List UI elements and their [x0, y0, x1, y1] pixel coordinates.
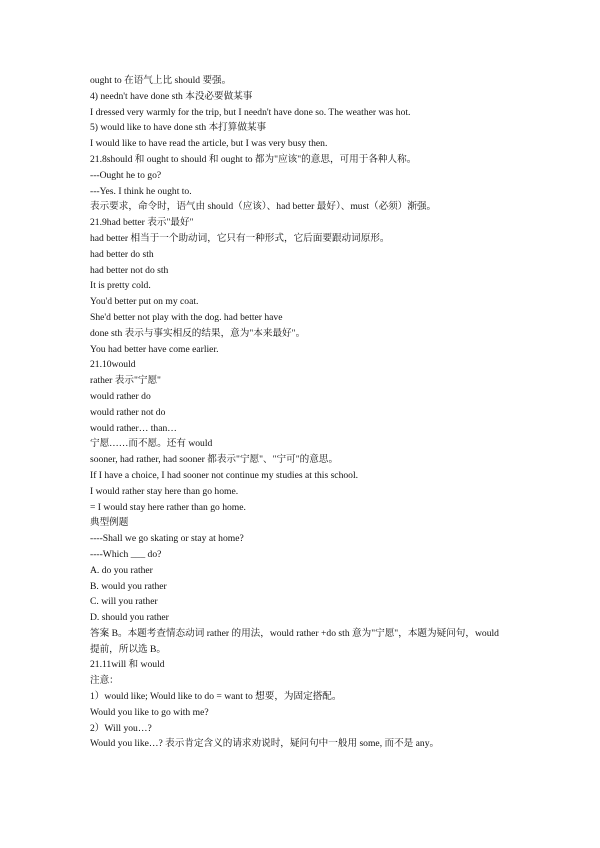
- text-line: 注意：: [90, 675, 119, 687]
- option-c: C. will you rather: [90, 596, 158, 608]
- option-a: A. do you rather: [90, 564, 153, 576]
- section-heading-21-8: 21.8should 和 ought to should 和 ought to 都为"应该"的意思，可用于各种人称。: [90, 153, 417, 165]
- text-line: I would rather stay here than go home.: [90, 485, 239, 497]
- text-line: would rather… than…: [90, 422, 177, 434]
- text-line: 2）Will you…?: [90, 722, 152, 734]
- option-d: D. should you rather: [90, 612, 169, 624]
- text-line: Would you like to go with me?: [90, 706, 209, 718]
- text-line: ---Yes. I think he ought to.: [90, 185, 192, 197]
- text-line: 宁愿……而不愿。还有 would: [90, 438, 213, 450]
- text-line: 4) needn't have done sth 本没必要做某事: [90, 90, 253, 102]
- document-body: [90, 73, 530, 752]
- text-line: 1）would like; Would like to do = want to 想要，为固定搭配。: [90, 691, 342, 703]
- text-line: sooner, had rather, had sooner 都表示"宁愿"、"宁可"的意思。: [90, 454, 339, 466]
- text-line: had better do sth: [90, 248, 154, 260]
- section-heading-21-9: 21.9had better 表示"最好": [90, 217, 194, 229]
- text-line: I dressed very warmly for the trip, but I needn't have done so. The weather was hot.: [90, 106, 411, 118]
- text-line: had better 相当于一个助动词，它只有一种形式，它后面要跟动词原形。: [90, 232, 390, 244]
- text-line: done sth 表示与事实相反的结果，意为"本来最好"。: [90, 327, 306, 339]
- text-line: = I would stay here rather than go home.: [90, 501, 246, 513]
- text-line: 提前，所以选 B。: [90, 643, 166, 655]
- section-heading-21-10: 21.10would: [90, 359, 136, 371]
- text-line: You'd better put on my coat.: [90, 296, 199, 308]
- text-line: Would you like…? 表示肯定含义的请求劝说时，疑问句中一般用 some, 而不是 any。: [90, 738, 440, 750]
- option-b: B. would you rather: [90, 580, 167, 592]
- section-heading-21-11: 21.11will 和 would: [90, 659, 165, 671]
- text-line: She'd better not play with the dog. had better have: [90, 311, 283, 323]
- text-line: would rather not do: [90, 406, 166, 418]
- text-line: ----Which ___ do?: [90, 548, 162, 560]
- answer-line: 答案 B。本题考查情态动词 rather 的用法，would rather +do sth 意为"宁愿"，本题为疑问句，would: [90, 627, 499, 639]
- text-line: 表示要求，命令时，语气由 should（应该）、had better 最好）、must（必须）渐强。: [90, 201, 437, 213]
- text-line: ought to 在语气上比 should 要强。: [90, 75, 232, 86]
- text-line: 5) would like to have done sth 本打算做某事: [90, 122, 267, 134]
- text-line: You had better have come earlier.: [90, 343, 219, 355]
- text-line: rather 表示"宁愿": [90, 375, 161, 387]
- text-line: ---Ought he to go?: [90, 169, 162, 181]
- text-line: would rather do: [90, 390, 151, 402]
- text-line: It is pretty cold.: [90, 280, 151, 292]
- text-line: ----Shall we go skating or stay at home?: [90, 533, 244, 545]
- text-line: had better not do sth: [90, 264, 169, 276]
- text-line: If I have a choice, I had sooner not continue my studies at this school.: [90, 469, 359, 481]
- example-heading: 典型例题: [90, 517, 129, 529]
- text-line: I would like to have read the article, but I was very busy then.: [90, 138, 328, 150]
